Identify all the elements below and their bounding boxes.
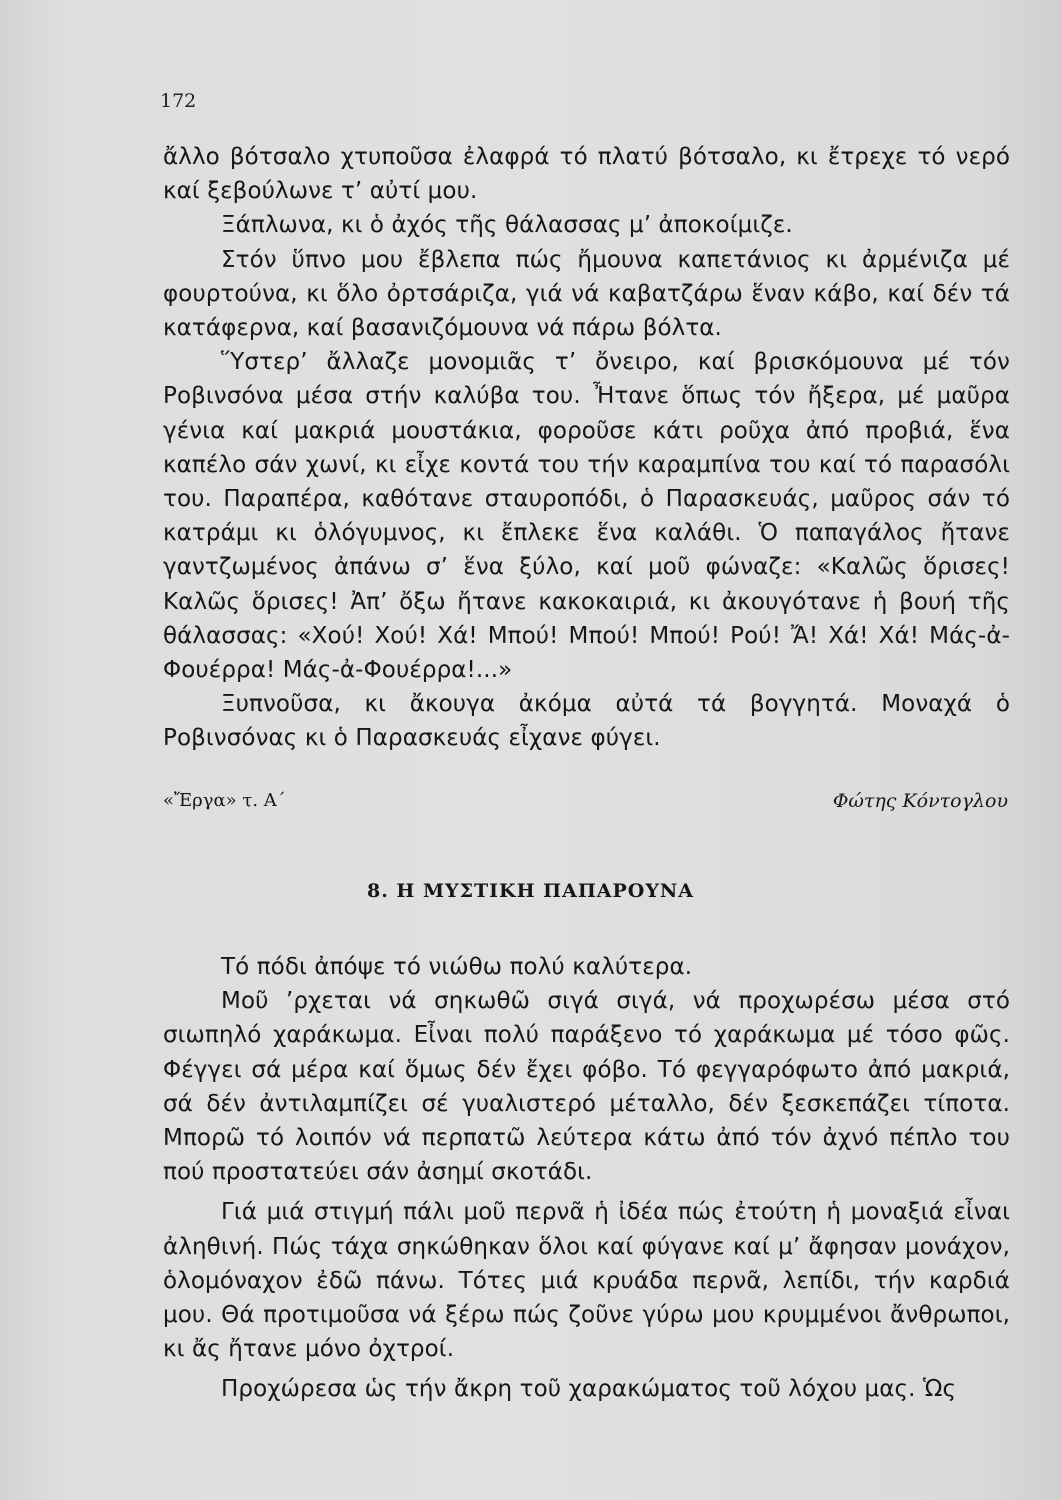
paragraph: Τό πόδι ἀπόψε τό νιώθω πολύ καλύτερα. bbox=[221, 954, 693, 980]
paragraph: Προχώρεσα ὡς τήν ἄκρη τοῦ χαρακώματος τοῦ λόχου μας. Ὡς bbox=[221, 1376, 957, 1403]
passage-mystic-poppy bbox=[163, 950, 1010, 1407]
page-number: 172 bbox=[160, 90, 197, 112]
paragraph: Στόν ὕπνο μου ἔβλεπα πώς ἤμουνα καπετάνιος κι ἀρμένιζα μέ φουρτούνα, κι ὅλο ὀρτσάριζα, γιά νά καβατζάρω ἕναν κάβο, καί δέν τά κατάφερνα, καί βασανιζόμουνα νά πάρω βόλτα. bbox=[163, 246, 1010, 342]
passage-robinson-dream bbox=[163, 140, 1010, 756]
citation-author: Φώτης Κόντογλου bbox=[832, 790, 1008, 812]
paragraph: Ὕστερ’ ἄλλαζε μονομιᾶς τ’ ὄνειρο, καί βρισκόμουνα μέ τόν Ροβινσόνα μέσα στήν καλύβα του. Ἦτανε ὅπως τόν ἤξερα, μέ μαῦρα γένια καί μακριά μουστάκια, φοροῦσε κάτι ροῦχα ἀπό προβιά, ἕνα καπέλο σάν χωνί, κι εἶχε κοντά του τήν καραμπίνα του καί τό παρασόλι του. Παραπέρα, καθότανε σταυροπόδι, ὁ Παρασκευάς, μαῦρος σάν τό κατράμι κι ὁλόγυμνος, κι ἔπλεκε ἕνα καλάθι. Ὁ παπαγάλος ἤτανε γαντζωμένος ἀπάνω σ’ ἕνα ξύλο, καί μοῦ φώναζε: «Καλῶς ὅρισες! Καλῶς ὅρισες! Ἀπ’ ὄξω ἤτανε κακοκαιριά, κι ἀκουγότανε ἡ βουή τῆς θάλασσας: «Χού! Χού! Χά! Μπού! Μπού! Μπού! Ρού! Ἄ! Χά! Χά! Μάς-ἀ-Φουέρρα! Μάς-ἀ-Φουέρρα!...» bbox=[163, 349, 1010, 684]
section-heading: 8. Η ΜΥΣΤΙΚΗ ΠΑΠΑΡΟΥΝΑ bbox=[366, 880, 695, 902]
citation-source: «Ἔργα» τ. Α΄ bbox=[163, 790, 286, 811]
paragraph: ἄλλο βότσαλο χτυποῦσα ἐλαφρά τό πλατύ βότσαλο, κι ἔτρεχε τό νερό καί ξεβούλωνε τ’ αὐτί μου. bbox=[163, 144, 1010, 205]
paragraph: Μοῦ ’ρχεται νά σηκωθῶ σιγά σιγά, νά προχωρέσω μέσα στό σιωπηλό χαράκωμα. Εἶναι πολύ παράξενο τό χαράκωμα μέ τόσο φῶς. Φέγγει σά μέρα καί ὅμως δέν ἔχει φόβο. Τό φεγγαρόφωτο ἀπό μακριά, σά δέν ἀντιλαμπίζει σέ γυαλιστερό μέταλλο, δέν ξεσκεπάζει τίποτα. Μπορῶ τό λοιπόν νά περπατῶ λεύτερα κάτω ἀπό τόν ἀχνό πέπλο του πού προστατεύει σάν ἀσημί σκοτάδι. bbox=[163, 988, 1010, 1186]
citation-line bbox=[163, 790, 1008, 812]
paragraph: Ξάπλωνα, κι ὁ ἀχός τῆς θάλασσας μ’ ἀποκοίμιζε. bbox=[221, 212, 793, 239]
paragraph: Γιά μιά στιγμή πάλι μοῦ περνᾶ ἡ ἰδέα πώς ἐτούτη ἡ μοναξιά εἶναι ἀληθινή. Πώς τάχα σηκώθηκαν ὅλοι καί φύγανε καί μ’ ἄφησαν μονάχον, ὁλομόναχον ἐδῶ πάνω. Τότες μιά κρυάδα περνᾶ, λεπίδι, τήν καρδιά μου. Θά προτιμοῦσα νά ξέρω πώς ζοῦνε γύρω μου κρυμμένοι ἄνθρωποι, κι ἄς ἤτανε μόνο ὀχτροί. bbox=[163, 1199, 1010, 1363]
paragraph: Ξυπνοῦσα, κι ἄκουγα ἀκόμα αὐτά τά βογγητά. Μοναχά ὁ Ροβινσόνας κι ὁ Παρασκευάς εἶχανε φύγει. bbox=[163, 691, 1010, 752]
